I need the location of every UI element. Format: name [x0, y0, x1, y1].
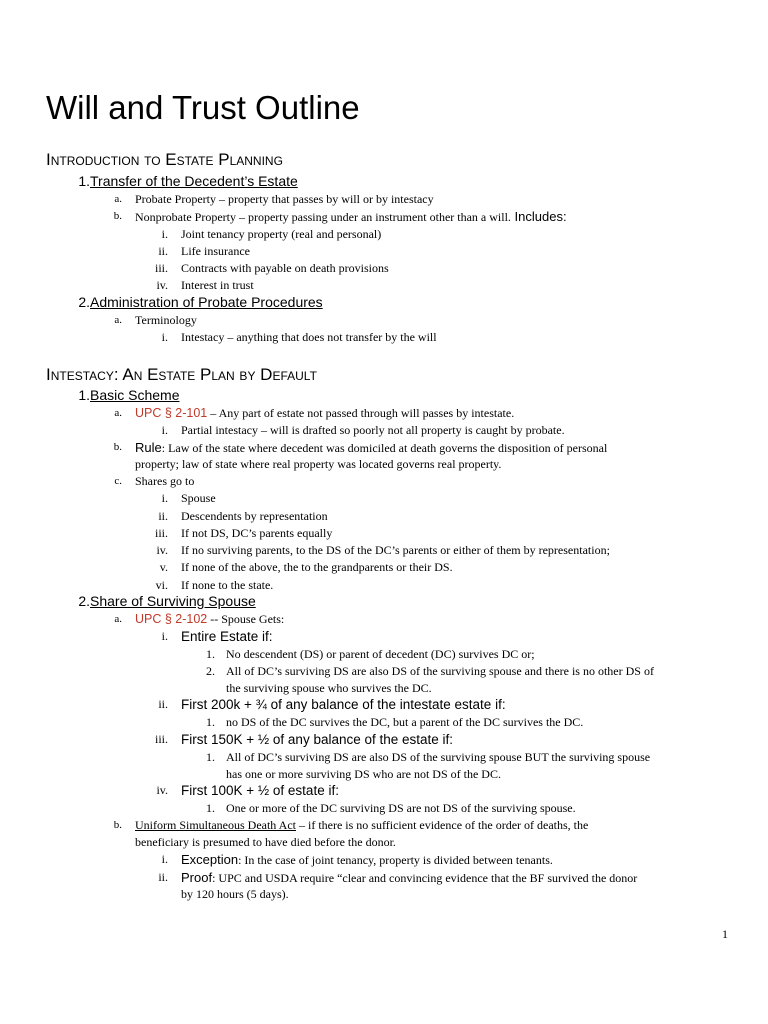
- list-marker: 1.: [206, 801, 215, 815]
- list-marker: i.: [161, 227, 168, 241]
- list-text: Shares go to: [135, 474, 195, 488]
- document-title: Will and Trust Outline: [46, 89, 360, 126]
- list-marker: b.: [113, 210, 122, 222]
- list-text: Interest in trust: [181, 278, 254, 292]
- statute-reference: UPC § 2-102: [135, 612, 208, 626]
- list-text: – if there is no sufficient evidence of the order of deaths, the: [295, 818, 589, 832]
- list-marker: 1.: [78, 173, 90, 189]
- list-text: If none to the state.: [181, 578, 274, 592]
- list-text: Spouse: [181, 491, 216, 505]
- list-marker: 1.: [206, 715, 215, 729]
- list-marker: 2.: [78, 294, 90, 310]
- list-marker: v.: [159, 560, 168, 574]
- subheading-basic-scheme: Basic Scheme: [90, 387, 180, 403]
- subheading-administration: Administration of Probate Procedures: [90, 294, 323, 310]
- list-marker: 1.: [206, 647, 215, 661]
- list-marker: i.: [161, 852, 168, 866]
- section-heading-introduction: Introduction to Estate Planning: [46, 150, 283, 169]
- list-text: Entire Estate if:: [181, 629, 273, 644]
- subheading-transfer: Transfer of the Decedent’s Estate: [90, 173, 298, 189]
- list-text: no DS of the DC survives the DC, but a parent of the DC survives the DC.: [226, 715, 584, 729]
- list-marker: iii.: [154, 732, 168, 746]
- list-text-continued: property; law of state where real property was located governs real property.: [135, 457, 502, 471]
- list-marker: ii.: [158, 697, 168, 711]
- page-number: 1: [722, 927, 728, 941]
- list-text: : Law of the state where decedent was domiciled at death governs the disposition of personal: [161, 441, 608, 455]
- list-marker: iv.: [156, 543, 168, 557]
- list-marker: iv.: [156, 278, 168, 292]
- list-marker: iv.: [156, 783, 168, 797]
- list-text-suffix: Includes:: [510, 209, 567, 224]
- list-text: Intestacy – anything that does not transfer by the will: [181, 330, 437, 344]
- list-text: First 150K + ½ of any balance of the estate if:: [181, 732, 454, 747]
- list-text: Descendents by representation: [181, 509, 328, 523]
- list-marker: ii.: [158, 870, 168, 884]
- list-text: Partial intestacy – will is drafted so poorly not all property is caught by probate.: [181, 423, 565, 437]
- list-marker: a.: [114, 407, 122, 419]
- list-text: First 100K + ½ of estate if:: [181, 783, 339, 798]
- list-marker: vi.: [155, 578, 168, 592]
- list-marker: a.: [114, 314, 122, 326]
- list-text: If none of the above, the to the grandparents or their DS.: [181, 560, 453, 574]
- list-lead: Exception: [181, 852, 239, 867]
- list-lead: Proof: [181, 870, 213, 885]
- list-text: Nonprobate Property – property passing under an instrument other than a will.: [135, 210, 511, 224]
- list-text: No descendent (DS) or parent of decedent (DC) survives DC or;: [226, 647, 535, 661]
- list-marker: b.: [113, 819, 122, 831]
- list-marker: a.: [114, 613, 122, 625]
- list-marker: i.: [161, 491, 168, 505]
- list-text-continued: the surviving spouse who survives the DC.: [226, 681, 432, 695]
- list-marker: i.: [161, 629, 168, 643]
- list-marker: c.: [114, 475, 122, 487]
- list-text: One or more of the DC surviving DS are not DS of the surviving spouse.: [226, 801, 576, 815]
- list-marker: ii.: [158, 244, 168, 258]
- list-text: All of DC’s surviving DS are also DS of the surviving spouse and there is no other DS of: [226, 664, 654, 678]
- list-marker: b.: [113, 441, 122, 453]
- section-heading-intestacy: Intestacy: An Estate Plan by Default: [46, 365, 317, 384]
- subheading-surviving-spouse: Share of Surviving Spouse: [90, 593, 256, 609]
- list-text-continued: has one or more surviving DS who are not DS of the DC.: [226, 767, 501, 781]
- list-marker: ii.: [158, 509, 168, 523]
- list-marker: 1.: [78, 387, 90, 403]
- list-text: – Any part of estate not passed through will passes by intestate.: [207, 406, 515, 420]
- list-marker: i.: [161, 330, 168, 344]
- list-text: All of DC’s surviving DS are also DS of the surviving spouse BUT the surviving spouse: [226, 750, 651, 764]
- list-marker: 2.: [206, 664, 215, 678]
- list-marker: 1.: [206, 750, 215, 764]
- list-text-continued: beneficiary is presumed to have died before the donor.: [135, 835, 396, 849]
- list-marker: a.: [114, 193, 122, 205]
- list-text: If no surviving parents, to the DS of the DC’s parents or either of them by representation;: [181, 543, 610, 557]
- list-marker: i.: [161, 423, 168, 437]
- list-text: Terminology: [135, 313, 197, 327]
- list-text: First 200k + ¾ of any balance of the intestate estate if:: [181, 697, 506, 712]
- list-text: Joint tenancy property (real and personal): [181, 227, 382, 241]
- list-text: Contracts with payable on death provisions: [181, 261, 389, 275]
- list-text-continued: by 120 hours (5 days).: [181, 887, 289, 901]
- list-marker: iii.: [154, 526, 168, 540]
- list-lead: Rule: [135, 440, 162, 455]
- list-marker: 2.: [78, 593, 90, 609]
- list-text: : UPC and USDA require “clear and convincing evidence that the BF survived the donor: [212, 871, 638, 885]
- list-text: Probate Property – property that passes by will or by intestacy: [135, 192, 434, 206]
- list-text: -- Spouse Gets:: [207, 612, 285, 626]
- statute-name: Uniform Simultaneous Death Act: [135, 818, 296, 832]
- list-text: : In the case of joint tenancy, property is divided between tenants.: [238, 853, 553, 867]
- list-text: Life insurance: [181, 244, 250, 258]
- list-text: If not DS, DC’s parents equally: [181, 526, 333, 540]
- statute-reference: UPC § 2-101: [135, 406, 208, 420]
- list-marker: iii.: [154, 261, 168, 275]
